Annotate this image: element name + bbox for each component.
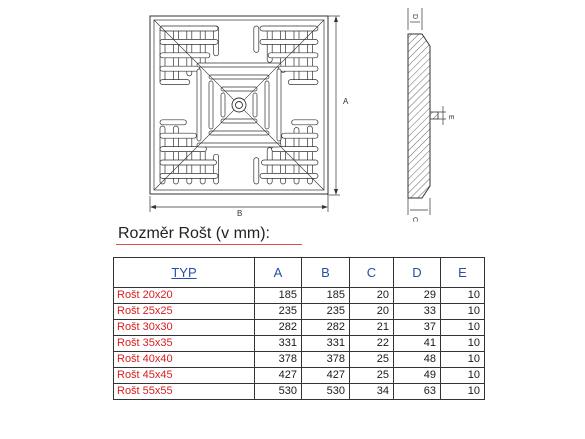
dimension-value-cell: 41 — [394, 336, 441, 352]
dimension-value-cell: 235 — [255, 304, 302, 320]
dimension-value-cell: 185 — [255, 288, 302, 304]
dimension-value-cell: 235 — [302, 304, 350, 320]
dimension-value-cell: 378 — [255, 352, 302, 368]
heading-underline — [116, 244, 302, 245]
dimension-value-cell: 378 — [302, 352, 350, 368]
dimensions-heading: Rozměr Rošt (v mm): — [118, 225, 270, 242]
dimension-value-cell: 427 — [255, 368, 302, 384]
dimension-d — [408, 8, 422, 30]
dimension-value-cell: 25 — [350, 352, 394, 368]
table-row — [114, 384, 485, 400]
dimension-value-cell: 49 — [394, 368, 441, 384]
column-header-c: C — [350, 258, 394, 288]
grate-type-cell: Rošt 40x40 — [114, 352, 255, 368]
table-row — [114, 288, 485, 304]
dimension-value-cell: 48 — [394, 352, 441, 368]
dimension-label-b: B — [237, 209, 243, 218]
table-header-row — [114, 258, 485, 288]
dimension-value-cell: 427 — [302, 368, 350, 384]
dimension-value-cell: 10 — [441, 288, 485, 304]
dimension-value-cell: 29 — [394, 288, 441, 304]
dimension-value-cell: 10 — [441, 304, 485, 320]
column-header-a: A — [255, 258, 302, 288]
grate-type-cell: Rošt 20x20 — [114, 288, 255, 304]
dimension-value-cell: 20 — [350, 304, 394, 320]
dimension-value-cell: 34 — [350, 384, 394, 400]
dimension-value-cell: 530 — [255, 384, 302, 400]
grate-type-cell: Rošt 35x35 — [114, 336, 255, 352]
dimension-value-cell: 331 — [255, 336, 302, 352]
dimension-label-c: C — [411, 217, 418, 223]
dimension-value-cell: 331 — [302, 336, 350, 352]
grate-top-view — [150, 16, 328, 194]
dimension-value-cell: 63 — [394, 384, 441, 400]
dimension-a — [327, 16, 349, 195]
dimension-e — [437, 106, 454, 125]
column-header-d: D — [394, 258, 441, 288]
table-row — [114, 368, 485, 384]
column-header-typ: TYP — [114, 258, 255, 288]
table-row — [114, 304, 485, 320]
dimension-value-cell: 185 — [302, 288, 350, 304]
dimension-value-cell: 282 — [302, 320, 350, 336]
grate-type-cell: Rošt 55x55 — [114, 384, 255, 400]
dimensions-table — [113, 257, 485, 400]
dimension-value-cell: 37 — [394, 320, 441, 336]
dimension-value-cell: 21 — [350, 320, 394, 336]
column-header-e: E — [441, 258, 485, 288]
dimension-label-d: D — [411, 14, 418, 20]
dimension-value-cell: 25 — [350, 368, 394, 384]
column-header-b: B — [302, 258, 350, 288]
grate-type-cell: Rošt 45x45 — [114, 368, 255, 384]
dimension-value-cell: 10 — [441, 336, 485, 352]
dimension-value-cell: 282 — [255, 320, 302, 336]
dimension-value-cell: 20 — [350, 288, 394, 304]
dimension-value-cell: 10 — [441, 368, 485, 384]
dimension-value-cell: 33 — [394, 304, 441, 320]
grate-side-profile — [408, 34, 438, 198]
dimension-c — [408, 198, 430, 222]
dimension-label-e: E — [447, 115, 454, 120]
dimension-value-cell: 22 — [350, 336, 394, 352]
grate-type-cell: Rošt 25x25 — [114, 304, 255, 320]
dimension-b — [150, 196, 328, 218]
dimension-value-cell: 10 — [441, 384, 485, 400]
grate-type-cell: Rošt 30x30 — [114, 320, 255, 336]
dimension-value-cell: 10 — [441, 320, 485, 336]
table-row — [114, 336, 485, 352]
dimension-value-cell: 10 — [441, 352, 485, 368]
table-row — [114, 320, 485, 336]
dimension-value-cell: 530 — [302, 384, 350, 400]
table-row — [114, 352, 485, 368]
dimension-label-a: A — [343, 97, 349, 106]
